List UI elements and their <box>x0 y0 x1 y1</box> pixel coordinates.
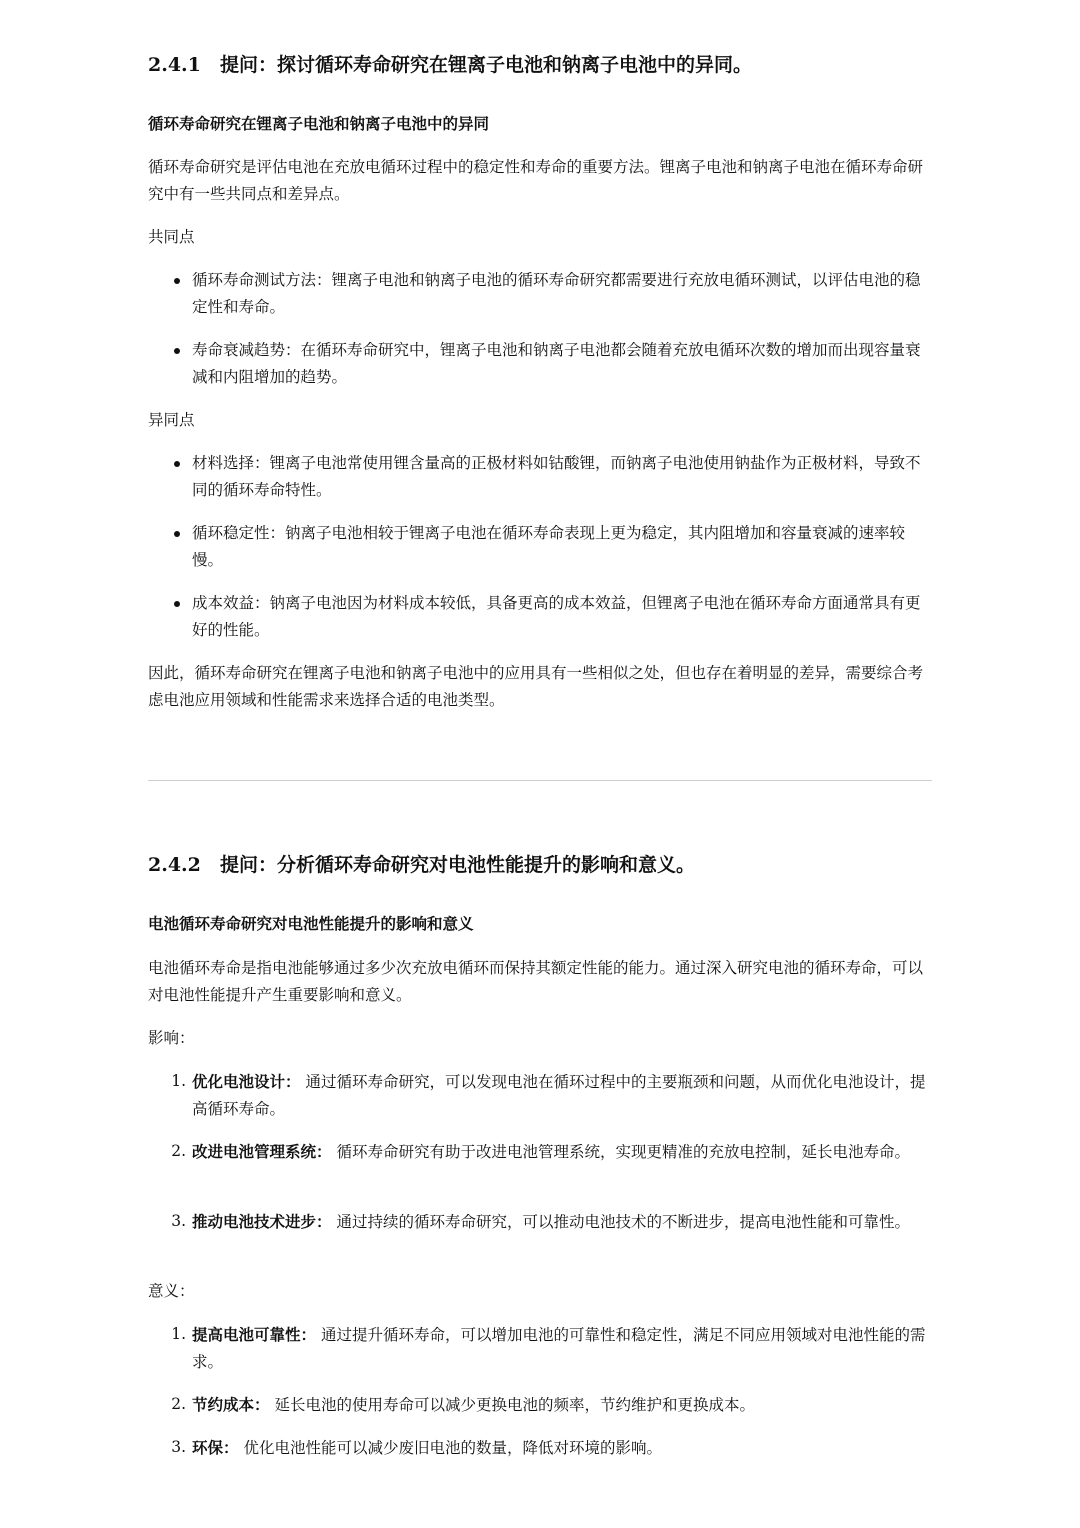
section-title: 提问：探讨循环寿命研究在锂离子电池和钠离子电池中的异同。 <box>220 54 753 76</box>
section-2-4-2-heading <box>148 852 695 878</box>
section-divider <box>148 780 932 781</box>
list-item <box>171 1321 932 1376</box>
section-number: 2.4.1 <box>148 54 201 76</box>
impact-label: 影响： <box>148 1029 195 1047</box>
item-title: 推动电池技术进步： <box>192 1212 332 1231</box>
item-text: 通过提升循环寿命，可以增加电池的可靠性和稳定性，满足不同应用领域对电池性能的需求。 <box>192 1326 926 1371</box>
list-item <box>171 1068 932 1123</box>
intro-paragraph: 循环寿命研究是评估电池在充放电循环过程中的稳定性和寿命的重要方法。锂离子电池和钠离子电池在循环寿命研究中有一些共同点和差异点。 <box>148 158 924 203</box>
meaning-label: 意义： <box>148 1282 195 1300</box>
section-title: 提问：分析循环寿命研究对电池性能提升的影响和意义。 <box>220 854 696 876</box>
subheading: 循环寿命研究在锂离子电池和钠离子电池中的异同 <box>148 114 490 133</box>
bullet-icon <box>174 461 180 467</box>
list-item <box>171 1208 932 1236</box>
item-number: 2. <box>171 1142 186 1160</box>
subheading: 电池循环寿命研究对电池性能提升的影响和意义 <box>148 914 474 933</box>
list-item: 材料选择：锂离子电池常使用锂含量高的正极材料如钴酸锂，而钠离子电池使用钠盐作为正极材料，导致不同的循环寿命特性。 <box>192 450 932 504</box>
list-item <box>171 1391 932 1419</box>
item-text: 延长电池的使用寿命可以减少更换电池的频率，节约维护和更换成本。 <box>269 1396 755 1414</box>
item-number: 2. <box>171 1395 186 1413</box>
item-text: 通过循环寿命研究，可以发现电池在循环过程中的主要瓶颈和问题，从而优化电池设计，提高循环寿命。 <box>192 1073 926 1118</box>
item-title: 提高电池可靠性： <box>192 1325 317 1344</box>
list-item: 寿命衰减趋势：在循环寿命研究中，锂离子电池和钠离子电池都会随着充放电循环次数的增加而出现容量衰减和内阻增加的趋势。 <box>192 337 932 391</box>
difference-label: 异同点 <box>148 411 195 429</box>
section-2-4-1-heading <box>148 52 752 78</box>
list-item <box>171 1434 932 1462</box>
common-points-label: 共同点 <box>148 228 195 246</box>
item-number: 1. <box>171 1325 186 1343</box>
section-number: 2.4.2 <box>148 854 201 876</box>
list-item <box>171 1138 932 1166</box>
item-text: 通过持续的循环寿命研究，可以推动电池技术的不断进步，提高电池性能和可靠性。 <box>331 1213 910 1231</box>
bullet-icon <box>174 278 180 284</box>
item-text: 优化电池性能可以减少废旧电池的数量，降低对环境的影响。 <box>238 1439 662 1457</box>
item-title: 节约成本： <box>192 1395 270 1414</box>
item-title: 改进电池管理系统： <box>192 1142 332 1161</box>
item-number: 3. <box>171 1212 186 1230</box>
item-text: 循环寿命研究有助于改进电池管理系统，实现更精准的充放电控制，延长电池寿命。 <box>331 1143 910 1161</box>
bullet-icon <box>174 531 180 537</box>
item-number: 1. <box>171 1072 186 1090</box>
item-number: 3. <box>171 1438 186 1456</box>
bullet-icon <box>174 348 180 354</box>
list-item: 循环稳定性：钠离子电池相较于锂离子电池在循环寿命表现上更为稳定，其内阻增加和容量衰减的速率较慢。 <box>192 520 932 574</box>
item-title: 优化电池设计： <box>192 1072 301 1091</box>
list-item: 循环寿命测试方法：锂离子电池和钠离子电池的循环寿命研究都需要进行充放电循环测试，以评估电池的稳定性和寿命。 <box>192 267 932 321</box>
conclusion-paragraph: 因此，循环寿命研究在锂离子电池和钠离子电池中的应用具有一些相似之处，但也存在着明显的差异，需要综合考虑电池应用领域和性能需求来选择合适的电池类型。 <box>148 664 924 709</box>
list-item: 成本效益：钠离子电池因为材料成本较低，具备更高的成本效益，但锂离子电池在循环寿命方面通常具有更好的性能。 <box>192 590 932 644</box>
bullet-icon <box>174 601 180 607</box>
item-title: 环保： <box>192 1438 239 1457</box>
intro-paragraph: 电池循环寿命是指电池能够通过多少次充放电循环而保持其额定性能的能力。通过深入研究电池的循环寿命，可以对电池性能提升产生重要影响和意义。 <box>148 959 924 1004</box>
